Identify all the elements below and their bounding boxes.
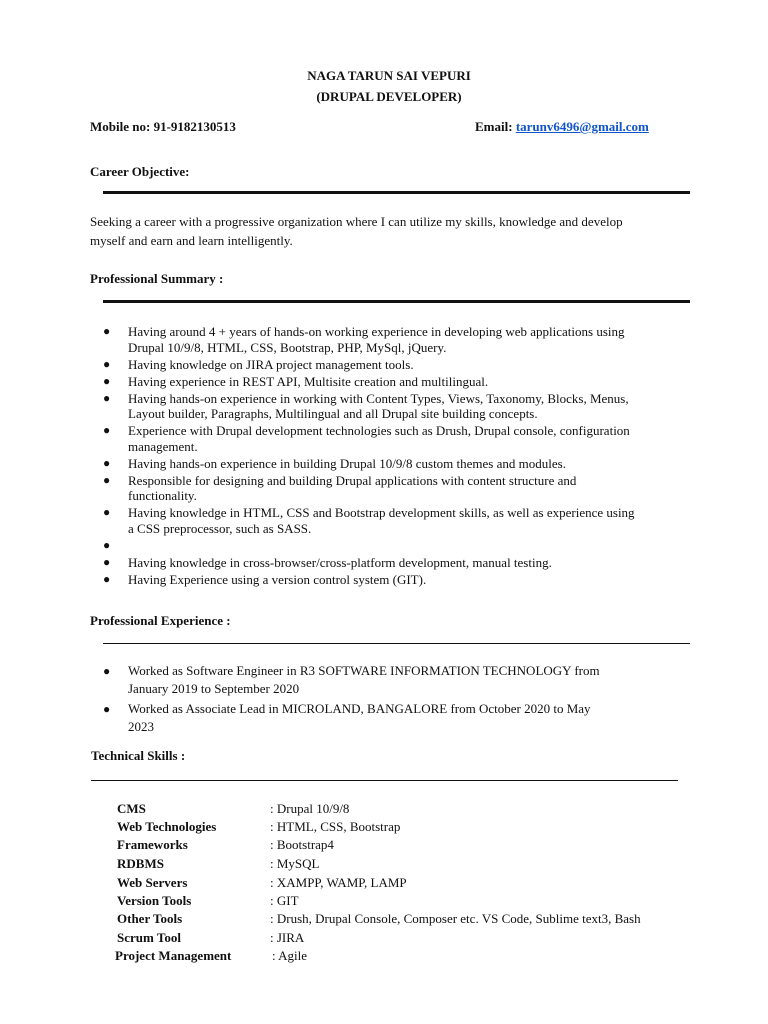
bullet-icon: ●: [103, 701, 111, 716]
bullet-icon: ●: [103, 390, 111, 405]
list-item-empty: [90, 538, 690, 554]
section-divider: [103, 643, 690, 644]
professional-summary-list: [90, 324, 690, 589]
section-divider: [91, 780, 678, 781]
list-item: ● Having hands-on experience in working with Content Types, Views, Taxonomy, Blocks, Menus, Layout builder, Paragraphs, Multilingual and all Drupal site building concepts.: [103, 390, 629, 421]
bullet-icon: ●: [103, 554, 111, 569]
email-link[interactable]: tarunv6496@gmail.com: [515, 119, 649, 134]
technical-skills-heading: Technical Skills :: [91, 748, 186, 763]
bullet-icon: ●: [103, 537, 111, 552]
skill-row-rdbms: RDBMS : MySQL: [117, 856, 320, 871]
professional-summary-heading: Professional Summary :: [90, 271, 224, 286]
list-item: ● Having hands-on experience in building Drupal 10/9/8 custom themes and modules.: [103, 455, 566, 471]
professional-experience-list: [90, 662, 690, 737]
bullet-icon: ●: [103, 423, 111, 437]
bullet-icon: ●: [103, 472, 111, 487]
skill-row-scrum-tool: Scrum Tool : JIRA: [117, 930, 305, 945]
list-item: ● Worked as Software Engineer in R3 SOFTWARE INFORMATION TECHNOLOGY from January 2019 to September 2020: [103, 663, 600, 696]
list-item: ● Having knowledge in cross-browser/cross-platform development, manual testing.: [103, 554, 552, 570]
list-item: ● Experience with Drupal development technologies such as Drush, Drupal console, configuration management.: [103, 423, 630, 454]
email-label: Email:: [475, 119, 513, 134]
bullet-icon: ●: [103, 356, 111, 371]
professional-experience-heading: Professional Experience :: [90, 613, 231, 628]
skill-row-web-technologies: Web Technologies : HTML, CSS, Bootstrap: [117, 819, 401, 834]
candidate-role: (DRUPAL DEVELOPER): [316, 89, 462, 104]
mobile-line: [90, 119, 236, 135]
career-objective-text: [90, 212, 670, 250]
bullet-icon: ●: [103, 324, 111, 338]
list-item: ● Having Experience using a version control system (GIT).: [103, 571, 427, 587]
skill-row-web-servers: Web Servers : XAMPP, WAMP, LAMP: [117, 875, 407, 890]
list-item: ● Having knowledge on JIRA project management tools.: [103, 356, 414, 372]
bullet-icon: ●: [103, 373, 111, 388]
section-divider: [103, 191, 690, 194]
mobile-value: 91-9182130513: [153, 119, 236, 134]
career-objective-heading: Career Objective:: [90, 164, 190, 179]
bullet-icon: ●: [103, 455, 111, 470]
career-objective-line: myself and earn and learn intelligently.: [90, 233, 293, 248]
skill-row-project-management: Project Management : Agile: [115, 948, 308, 963]
section-divider: [103, 300, 690, 303]
candidate-name: NAGA TARUN SAI VEPURI: [307, 68, 471, 83]
bullet-icon: ●: [103, 571, 111, 586]
career-objective-line: Seeking a career with a progressive organization where I can utilize my skills, knowledge and develop: [90, 214, 623, 229]
list-item: ● Having knowledge in HTML, CSS and Bootstrap development skills, as well as experience using a CSS preprocessor, such as SASS.: [103, 505, 635, 536]
mobile-label: Mobile no:: [90, 119, 151, 134]
list-item: ● Having experience in REST API, Multisite creation and multilingual.: [103, 373, 489, 389]
email-line: [475, 119, 649, 135]
bullet-icon: ●: [103, 664, 111, 678]
skill-row-version-tools: Version Tools : GIT: [117, 893, 299, 908]
bullet-icon: ●: [103, 505, 111, 519]
skill-row-frameworks: Frameworks : Bootstrap4: [117, 837, 334, 852]
list-item: ● Worked as Associate Lead in MICROLAND, BANGALORE from October 2020 to May 2023: [103, 700, 591, 734]
list-item: ● Having around 4 + years of hands-on working experience in developing web applications using Drupal 10/9/8, HTML, CSS, Bootstrap, PHP, MySql, jQuery.: [103, 324, 625, 355]
skill-row-other-tools: Other Tools : Drush, Drupal Console, Composer etc. VS Code, Sublime text3, Bash: [117, 911, 641, 926]
list-item: ● Responsible for designing and building Drupal applications with content structure and functionality.: [103, 472, 577, 503]
skill-row-cms: CMS : Drupal 10/9/8: [117, 801, 350, 816]
